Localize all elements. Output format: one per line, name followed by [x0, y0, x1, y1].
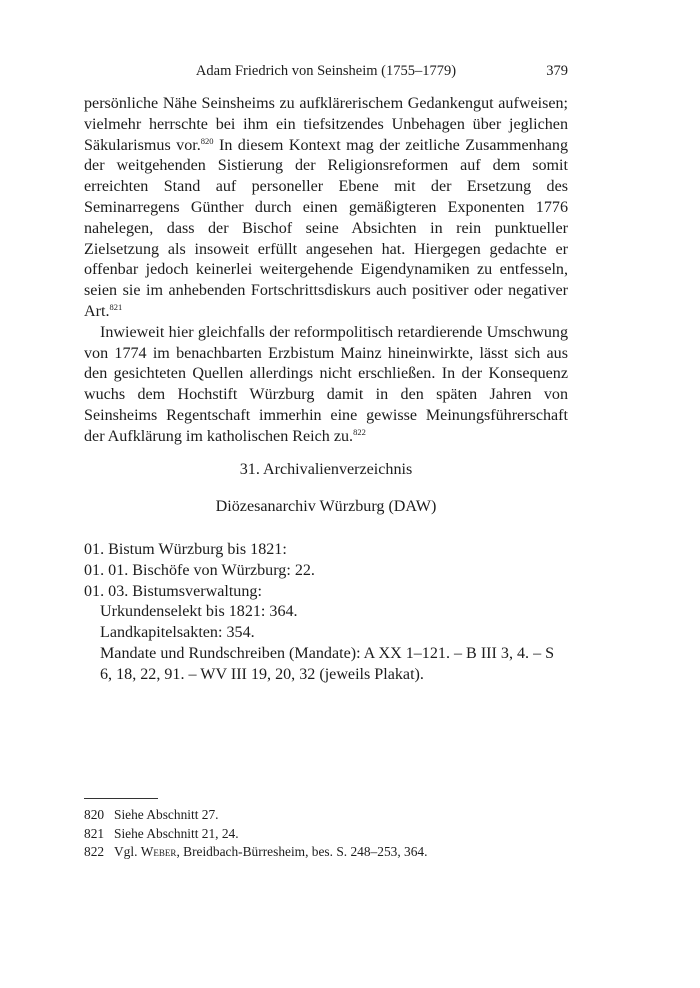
running-title: Adam Friedrich von Seinsheim (1755–1779) — [195, 63, 457, 79]
footnote-text-suffix: , Breidbach-Bürresheim, bes. S. 248–253, 364. — [176, 844, 428, 859]
footnote-820 — [84, 806, 568, 825]
footnote-author: Weber — [140, 844, 177, 859]
paragraph-1-text-b: In diesem Kontext mag der zeitliche Zusammenhang der weitgehenden Sistierung der Religionsreformen auf dem somit erreichten Stand auf personeller Ebene mit der Ersetzung des Seminarregens Günther durch einen gemäßigteren Exponenten 1776 nahelegen, dass der Bischof seine Absichten in rein punktueller Zielsetzung als insoweit erfüllt angesehen hat. Hiergegen gedachte er offenbar jedoch keinerlei weitergehende Eigendynamiken zu entfesseln, seien sie im anhebenden Fortschrittsdiskurs auch positiver oder negativer Art. — [84, 136, 569, 320]
footnote-text: Siehe Abschnitt 27. — [114, 807, 219, 822]
paragraph-1 — [84, 94, 568, 323]
book-page — [84, 0, 568, 988]
footnotes — [84, 806, 568, 862]
paragraph-2 — [84, 323, 568, 448]
footnote-divider — [84, 798, 158, 799]
footnote-821 — [84, 825, 568, 844]
body-text — [84, 94, 568, 448]
footnote-text-prefix: Vgl. — [114, 844, 141, 859]
page-number: 379 — [546, 63, 568, 79]
archive-entry-1: 01. Bistum Würzburg bis 1821: — [84, 541, 287, 558]
footnote-number: 820 — [84, 807, 105, 822]
footnote-ref-822: 822 — [353, 426, 366, 437]
archive-list — [84, 540, 568, 686]
footnote-number: 822 — [84, 844, 105, 859]
footnote-822 — [84, 843, 568, 862]
archive-entry-6: Mandate und Rundschreiben (Mandate): A XX 1–121. – B III 3, 4. – S 6, 18, 22, 91. – WV III 19, 20, 32 (jeweils Plakat). — [100, 644, 555, 683]
paragraph-2-text: Inwieweit hier gleichfalls der reformpolitisch retardierende Umschwung von 1774 im benachbarten Erzbistum Mainz hineinwirkte, lässt sich aus den gesichteten Quellen allerdings nicht erschließen. In der Konsequenz wuchs dem Hochstift Würzburg damit in den späten Jahren von Seinsheims Regentschaft immerhin eine gewisse Meinungsführerschaft der Aufklärung im katholischen Reich zu. — [84, 323, 568, 445]
footnote-text — [114, 843, 568, 862]
running-head — [84, 61, 568, 81]
archive-subheading: Diözesanarchiv Würzburg (DAW) — [215, 498, 437, 515]
footnote-text: Siehe Abschnitt 21, 24. — [114, 825, 239, 841]
archive-entry-4: Urkundenselekt bis 1821: 364. — [100, 603, 298, 621]
footnote-number: 821 — [84, 825, 105, 841]
archive-entry-3: 01. 03. Bistumsverwaltung: — [84, 582, 262, 600]
footnote-ref-820: 820 — [200, 135, 214, 146]
paragraph-1-text-a: persönliche Nähe Seinsheims zu aufklärerischem Gedankengut aufweisen; vielmehr herrschte bei ihm ein tiefsitzendes Unbehagen über jeglichen Säkularismus vor. — [84, 95, 568, 154]
archive-entry-5: Landkapitelsakten: 354. — [100, 624, 255, 642]
archive-entry-2: 01. 01. Bischöfe von Würzburg: 22. — [84, 561, 315, 579]
section-heading: 31. Archivalienverzeichnis — [239, 461, 413, 478]
footnote-ref-821: 821 — [109, 301, 123, 312]
